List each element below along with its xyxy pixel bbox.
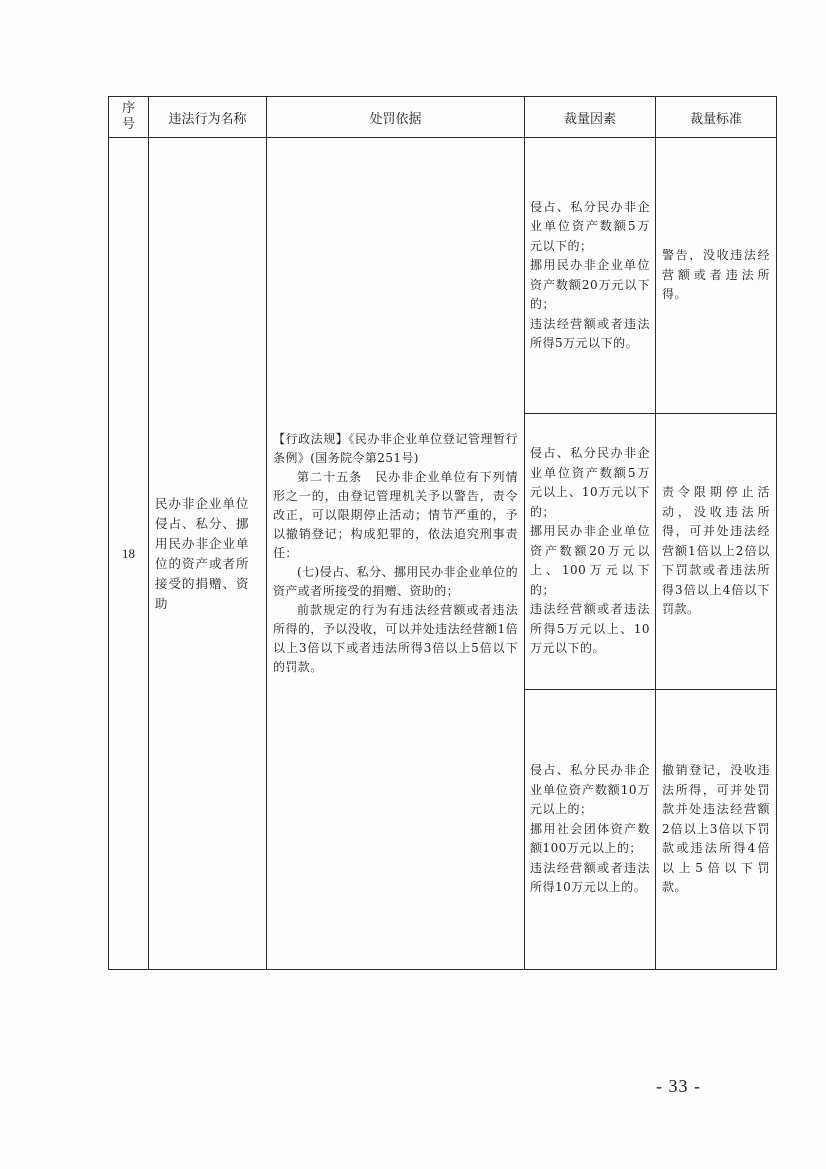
basis-penalty: 前款规定的行为有违法经营额或者违法所得的，予以没收，可以并处违法经营额1倍以上3倍以下或者违法所得3倍以上5倍以下的罚款。 xyxy=(273,603,518,674)
tier-1-factor-2: 挪用民办非企业单位资产数额20万元以下的； xyxy=(530,258,650,311)
tier-3-factor-2: 挪用社会团体资产数额100万元以上的； xyxy=(530,821,650,856)
header-seq-line2: 号 xyxy=(121,117,135,132)
tier-2-factors xyxy=(525,414,656,690)
table-row xyxy=(109,138,777,414)
tier-1-factor-1: 侵占、私分民办非企业单位资产数额5万元以下的； xyxy=(530,199,650,253)
tier-3-factor-3: 违法经营额或者违法所得10万元以上的。 xyxy=(530,860,650,895)
page-number: - 33 - xyxy=(656,1076,701,1096)
tier-1-standard: 警告，没收违法经营额或者违法所得。 xyxy=(656,138,777,414)
tier-1-factor-3: 违法经营额或者违法所得5万元以下的。 xyxy=(530,316,650,350)
header-discretion-factors: 裁量因素 xyxy=(525,97,656,138)
tier-2-factor-1: 侵占、私分民办非企业单位资产数额5万元以上、10万元以下的； xyxy=(530,446,650,519)
header-seq-line1: 序 xyxy=(121,101,135,116)
header-discretion-standard: 裁量标准 xyxy=(656,97,777,138)
header-seq xyxy=(109,97,149,138)
row-seq: 18 xyxy=(109,138,149,970)
tier-3-standard: 撤销登记，没收违法所得，可并处罚款并处违法经营额2倍以上3倍以下罚款或违法所得4倍以上5倍以下罚款。 xyxy=(656,690,777,970)
header-penalty-basis: 处罚依据 xyxy=(267,97,525,138)
table-header-row xyxy=(109,97,777,138)
tier-3-factor-1: 侵占、私分民办非企业单位资产数额10万元以上的； xyxy=(530,763,650,817)
basis-item: (七)侵占、私分、挪用民办非企业单位的资产或者所接受的捐赠、资助的； xyxy=(273,565,518,598)
basis-article: 第二十五条 民办非企业单位有下列情形之一的，由登记管理机关予以警告，责令改正，可以限期停止活动；情节严重的，予以撤销登记；构成犯罪的，依法追究刑事责任： xyxy=(273,470,518,560)
violation-name: 民办非企业单位侵占、私分、挪用民办非企业单位的资产或者所接受的捐赠、资助 xyxy=(149,138,267,970)
penalty-basis xyxy=(267,138,525,970)
header-violation-name: 违法行为名称 xyxy=(149,97,267,138)
basis-source: 【行政法规】《民办非企业单位登记管理暂行条例》(国务院令第251号) xyxy=(273,432,518,465)
penalty-discretion-table xyxy=(108,96,777,970)
tier-2-standard: 责令限期停止活动，没收违法所得，可并处违法经营额1倍以上2倍以下罚款或者违法所得3倍以上4倍以下罚款。 xyxy=(656,414,777,690)
tier-3-factors xyxy=(525,690,656,970)
tier-1-factors xyxy=(525,138,656,414)
tier-2-factor-3: 违法经营额或者违法所得5万元以上、10万元以下的。 xyxy=(530,602,650,656)
tier-2-factor-2: 挪用民办非企业单位资产数额20万元以上、100万元以下的； xyxy=(530,524,650,597)
